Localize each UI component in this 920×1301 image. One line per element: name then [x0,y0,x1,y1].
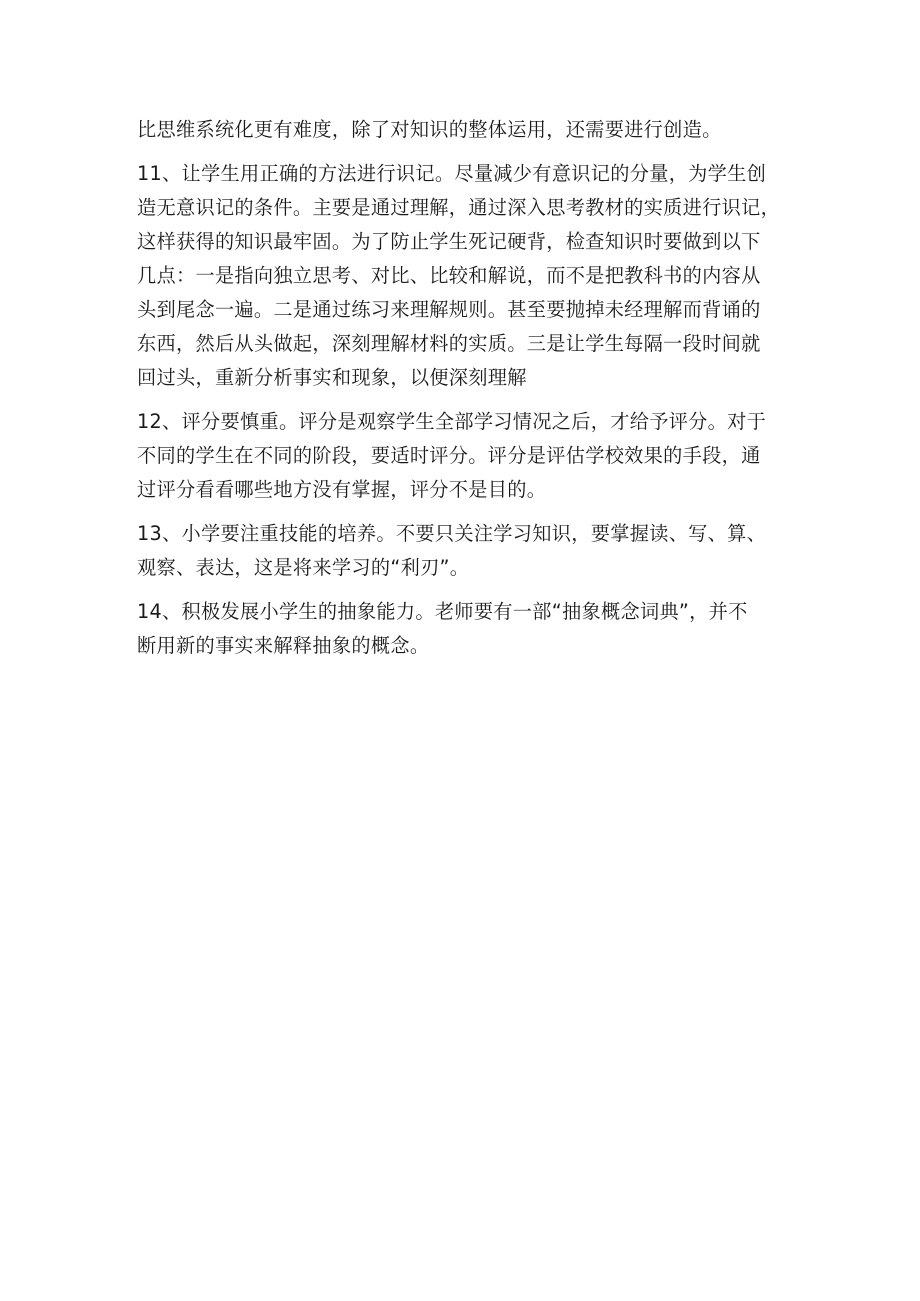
text-line: 头到尾念一遍。二是通过练习来理解规则。甚至要抛掉未经理解而背诵的 [137,298,761,321]
text-line: 过评分看看哪些地方没有掌握，评分不是目的。 [137,478,547,501]
text-line: 12、评分要慎重。评分是观察学生全部学习情况之后，才给予评分。对于 [137,410,767,433]
paragraph-item-12 [137,405,797,507]
paragraph-item-14 [137,595,797,663]
text-line: 不同的学生在不同的阶段，要适时评分。评分是评估学校效果的手段，通 [137,444,761,467]
text-line: 几点：一是指向独立思考、对比、比较和解说，而不是把教科书的内容从 [137,264,761,287]
text-line: 回过头，重新分析事实和现象，以便深刻理解 [137,366,527,389]
paragraph-continuation [137,113,797,147]
text-line: 13、小学要注重技能的培养。不要只关注学习知识，要掌握读、写、算、 [137,522,767,545]
document-body [137,113,797,663]
text-line: 这样获得的知识最牢固。为了防止学生死记硬背，检查知识时要做到以下 [137,230,761,253]
text-line: 11、让学生用正确的方法进行识记。尽量减少有意识记的分量，为学生创 [137,162,767,185]
paragraph-item-13 [137,517,797,585]
text-line: 断用新的事实来解释抽象的概念。 [137,634,430,657]
paragraph-item-11 [137,157,797,395]
text-line: 造无意识记的条件。主要是通过理解，通过深入思考教材的实质进行识记， [137,196,781,219]
text-line: 东西，然后从头做起，深刻理解材料的实质。三是让学生每隔一段时间就 [137,332,761,355]
text-line: 观察、表达，这是将来学习的“利刃”。 [137,556,470,579]
text-line: 比思维系统化更有难度，除了对知识的整体运用，还需要进行创造。 [137,118,722,141]
text-line: 14、积极发展小学生的抽象能力。老师要有一部“抽象概念词典”，并不 [137,600,748,623]
